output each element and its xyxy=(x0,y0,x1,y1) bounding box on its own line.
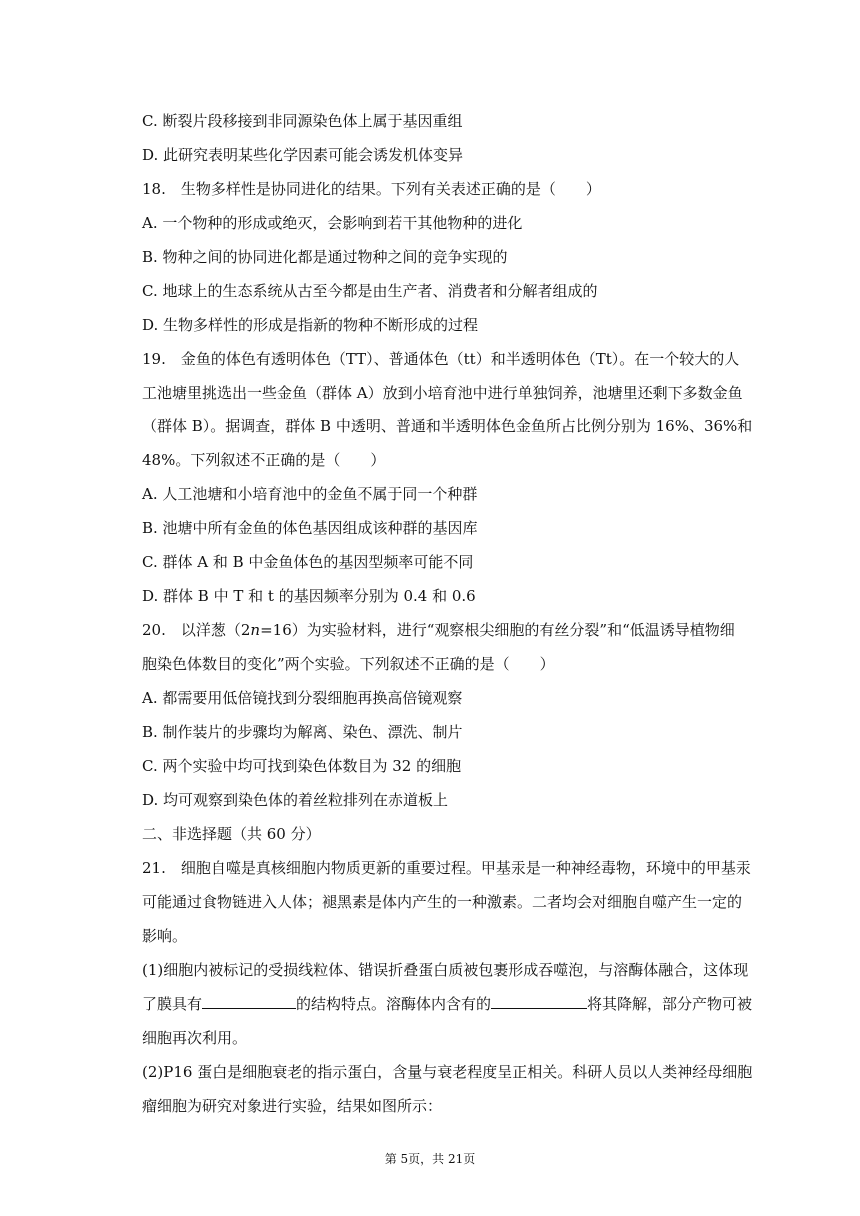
question-20-suffix: =16）为实验材料，进行“观察根尖细胞的有丝分裂”和“低温诱导植物细 xyxy=(260,621,735,639)
blank-text-3: 将其降解，部分产物可被 xyxy=(587,995,753,1013)
question-19-option-b: B. 池塘中所有金鱼的体色基因组成该种群的基因库 xyxy=(142,519,478,537)
question-21-part2-line-2: 瘤细胞为研究对象进行实验，结果如图所示： xyxy=(142,1097,443,1115)
question-19-option-a: A. 人工池塘和小培育池中的金鱼不属于同一个种群 xyxy=(142,485,478,503)
option-c-line: C. 断裂片段移接到非同源染色体上属于基因重组 xyxy=(142,112,463,130)
question-21-part1-line-3: 细胞再次利用。 xyxy=(142,1029,248,1047)
blank-text-2: 的结构特点。溶酶体内含有的 xyxy=(296,995,492,1013)
question-20-prefix: 20. 以洋葱（2 xyxy=(142,621,251,639)
question-21-part1-line-2 xyxy=(142,994,752,1014)
question-20-option-b: B. 制作装片的步骤均为解离、染色、漂洗、制片 xyxy=(142,723,463,741)
question-20-option-d: D. 均可观察到染色体的着丝粒排列在赤道板上 xyxy=(142,791,449,809)
answer-blank-1[interactable] xyxy=(202,994,296,1009)
question-19-stem-line-4: 48%。下列叙述不正确的是（ ） xyxy=(142,451,386,469)
question-19-option-d: D. 群体 B 中 T 和 t 的基因频率分别为 0.4 和 0.6 xyxy=(142,587,476,605)
question-19-stem-line-2: 工池塘里挑选出一些金鱼（群体 A）放到小培育池中进行单独饲养，池塘里还剩下多数金鱼 xyxy=(142,384,743,402)
question-18-stem: 18. 生物多样性是协同进化的结果。下列有关表述正确的是（ ） xyxy=(142,180,601,198)
blank-text-1: 了膜具有 xyxy=(142,995,203,1013)
question-18-option-c: C. 地球上的生态系统从古至今都是由生产者、消费者和分解者组成的 xyxy=(142,282,598,300)
question-18-option-a: A. 一个物种的形成或绝灭，会影响到若干其他物种的进化 xyxy=(142,214,523,232)
question-19-option-c: C. 群体 A 和 B 中金鱼体色的基因型频率可能不同 xyxy=(142,553,474,571)
question-21-part1-line-1: (1)细胞内被标记的受损线粒体、错误折叠蛋白质被包裹形成吞噬泡，与溶酶体融合，这体现 xyxy=(142,961,749,979)
question-20-stem-line-1 xyxy=(142,620,735,640)
question-20-option-c: C. 两个实验中均可找到染色体数目为 32 的细胞 xyxy=(142,757,462,775)
page-footer: 第 5页，共 21页 xyxy=(384,1152,476,1166)
option-d-line: D. 此研究表明某些化学因素可能会诱发机体变异 xyxy=(142,146,464,164)
section-heading: 二、非选择题（共 60 分） xyxy=(142,825,321,843)
question-18-option-b: B. 物种之间的协同进化都是通过物种之间的竞争实现的 xyxy=(142,248,508,266)
question-21-stem-line-2: 可能通过食物链进入人体；褪黑素是体内产生的一种激素。二者均会对细胞自噬产生一定的 xyxy=(142,893,743,911)
question-20-option-a: A. 都需要用低倍镜找到分裂细胞再换高倍镜观察 xyxy=(142,689,463,707)
question-19-stem-line-3: （群体 B）。据调查，群体 B 中透明、普通和半透明体色金鱼所占比例分别为 16%、36%和 xyxy=(142,417,753,435)
question-21-stem-line-3: 影响。 xyxy=(142,927,188,945)
question-19-stem-line-1: 19. 金鱼的体色有透明体色（TT）、普通体色（tt）和半透明体色（Tt）。在一个较大的人 xyxy=(142,350,740,368)
question-20-italic-n: n xyxy=(250,621,261,639)
answer-blank-2[interactable] xyxy=(491,994,587,1009)
question-20-stem-line-2: 胞染色体数目的变化”两个实验。下列叙述不正确的是（ ） xyxy=(142,655,555,673)
question-21-stem-line-1: 21. 细胞自噬是真核细胞内物质更新的重要过程。甲基汞是一种神经毒物，环境中的甲基汞 xyxy=(142,859,751,877)
question-21-part2-line-1: (2)P16 蛋白是细胞衰老的指示蛋白，含量与衰老程度呈正相关。科研人员以人类神经母细胞 xyxy=(142,1063,753,1081)
question-18-option-d: D. 生物多样性的形成是指新的物种不断形成的过程 xyxy=(142,316,479,334)
